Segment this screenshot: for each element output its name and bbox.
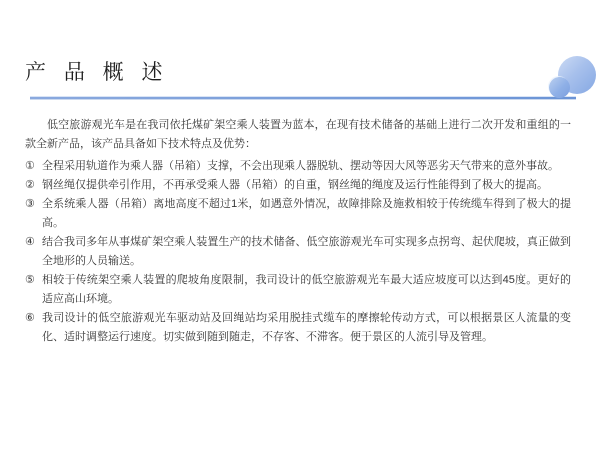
list-item	[25, 271, 571, 309]
list-item-marker: ⑤	[25, 274, 35, 286]
list-item-marker: ②	[25, 179, 35, 191]
list-item-marker: ④	[25, 236, 35, 248]
decorative-circle-small	[549, 77, 570, 98]
list-item	[25, 157, 571, 176]
list-item-text: 全系统乘人器（吊箱）离地高度不超过1米，如遇意外情况，故障排除及施救相较于传统缆车得到了极大的提高。	[42, 198, 571, 229]
body-text	[25, 116, 571, 347]
list-item-text: 结合我司多年从事煤矿架空乘人装置生产的技术储备、低空旅游观光车可实现多点拐弯、起伏爬坡，真正做到全地形的人员输送。	[42, 236, 571, 267]
page-title: 产 品 概 述	[25, 61, 169, 84]
list-item-marker: ⑥	[25, 312, 35, 324]
list-item	[25, 176, 571, 195]
list-item	[25, 309, 571, 347]
intro-paragraph: 低空旅游观光车是在我司依托煤矿架空乘人装置为蓝本，在现有技术储备的基础上进行二次开发和重组的一款全新产品，该产品具备如下技术特点及优势：	[25, 119, 571, 150]
list-item-marker: ③	[25, 198, 35, 210]
title-underline	[30, 97, 576, 99]
list-item-text: 我司设计的低空旅游观光车驱动站及回绳站均采用脱挂式缆车的摩擦轮传动方式，可以根据景区人流量的变化、适时调整运行速度。切实做到随到随走，不存客、不滞客。便于景区的人流引导及管理。	[42, 312, 571, 343]
list-item-text: 相较于传统架空乘人装置的爬坡角度限制，我司设计的低空旅游观光车最大适应坡度可以达到45度。更好的适应高山环境。	[42, 274, 571, 305]
list-item	[25, 233, 571, 271]
list-item-marker: ①	[25, 160, 35, 172]
list-item	[25, 195, 571, 233]
list-item-text: 全程采用轨道作为乘人器（吊箱）支撑，不会出现乘人器脱轨、摆动等因大风等恶劣天气带来的意外事故。	[42, 160, 559, 172]
list-item-text: 钢丝绳仅提供牵引作用，不再承受乘人器（吊箱）的自重，钢丝绳的绳度及运行性能得到了极大的提高。	[42, 179, 548, 191]
